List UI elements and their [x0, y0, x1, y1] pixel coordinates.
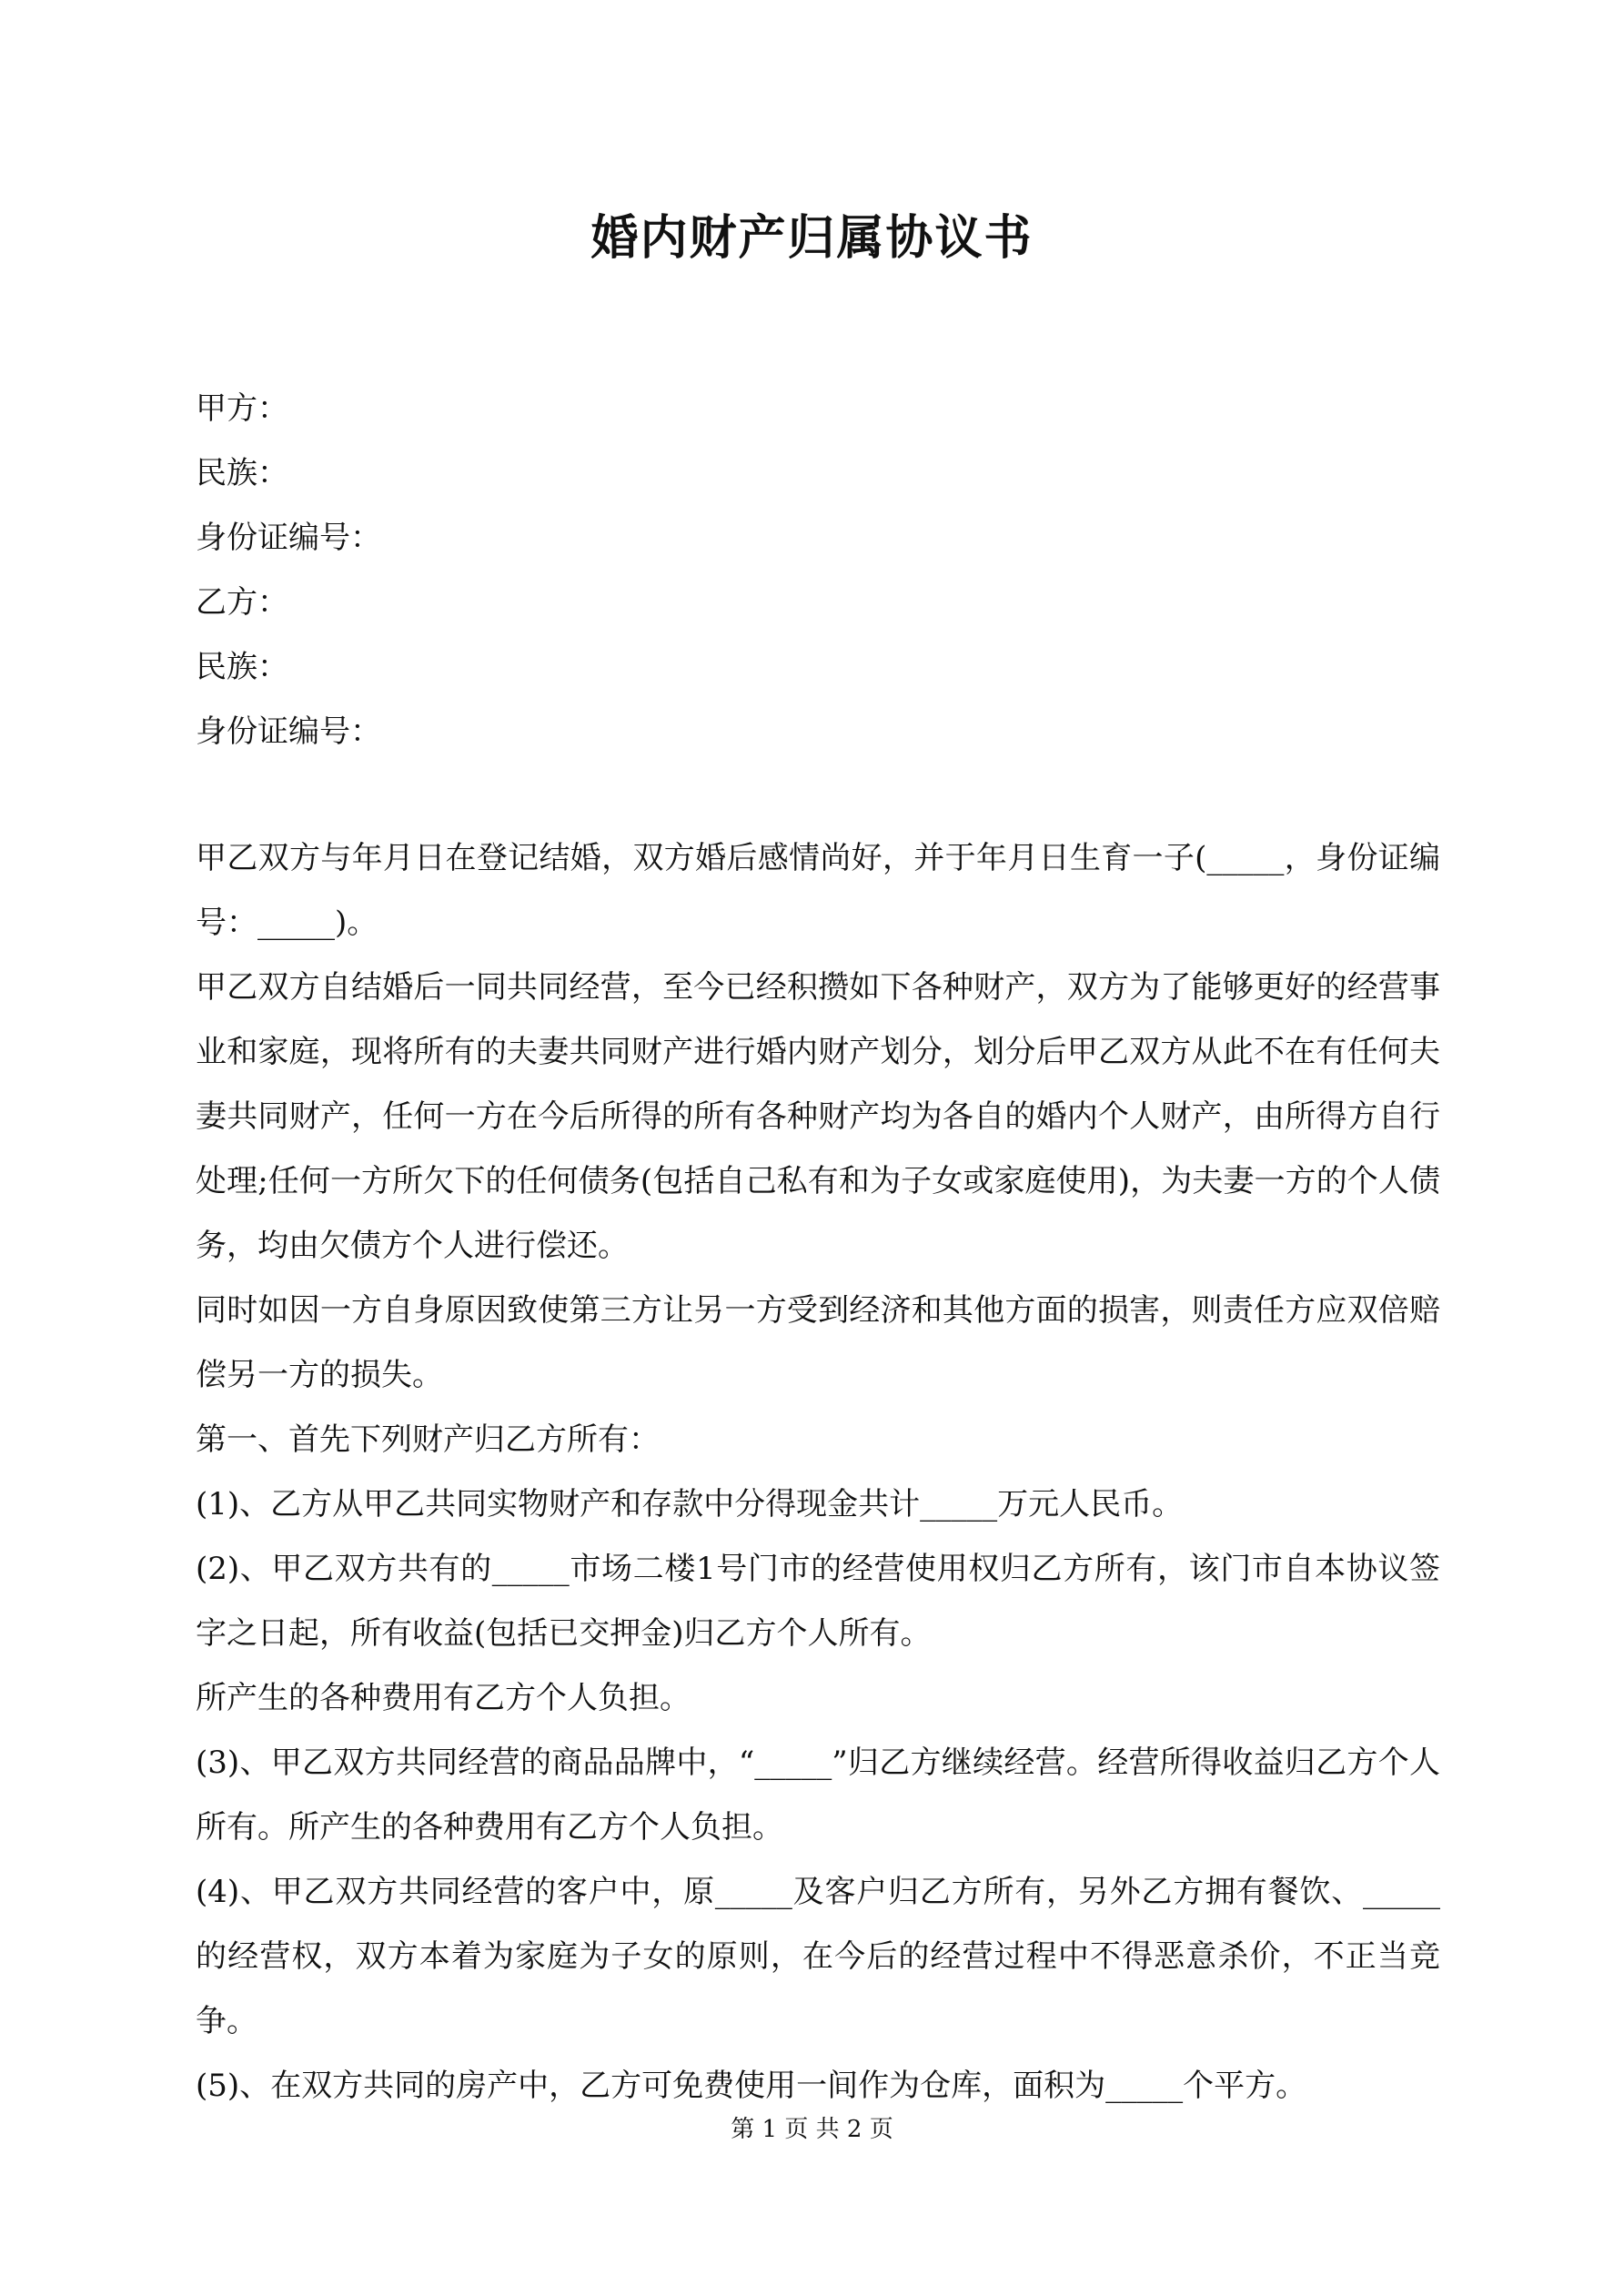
- paragraph-item-4: (4)、甲乙双方共同经营的客户中，原_____及客户归乙方所有，另外乙方拥有餐饮、_____的经营权，双方本着为家庭为子女的原则，在今后的经营过程中不得恶意杀价，不正当竞争。: [196, 1874, 1440, 2039]
- paragraph-property-division: 甲乙双方自结婚后一同共同经营，至今已经积攒如下各种财产，双方为了能够更好的经营事业和家庭，现将所有的夫妻共同财产进行婚内财产划分，划分后甲乙双方从此不在有任何夫妻共同财产，任何一方在今后所得的所有各种财产均为各自的婚内个人财产，由所得方自行处理;任何一方所欠下的任何债务(包括自己私有和为子女或家庭使用)，为夫妻一方的个人债务，均由欠债方个人进行偿还。: [196, 969, 1440, 1264]
- paragraph-item-1: (1)、乙方从甲乙共同实物财产和存款中分得现金共计_____万元人民币。: [196, 1486, 1184, 1522]
- party-a-id-label: 身份证编号：: [196, 520, 381, 556]
- party-b-ethnicity-label: 民族：: [196, 649, 288, 685]
- party-b-label: 乙方：: [196, 584, 288, 621]
- party-a-ethnicity-label: 民族：: [196, 455, 288, 491]
- paragraph-item-5: (5)、在双方共同的房产中，乙方可免费使用一间作为仓库，面积为_____个平方。: [196, 2068, 1307, 2104]
- agreement-body: [196, 826, 1440, 2119]
- paragraph-damage-compensation: 同时如因一方自身原因致使第三方让另一方受到经济和其他方面的损害，则责任方应双倍赔偿另一方的损失。: [196, 1292, 1440, 1393]
- paragraph-marriage-registration: 甲乙双方与年月日在登记结婚，双方婚后感情尚好，并于年月日生育一子(_____，身份证编号：_____)。: [196, 840, 1440, 941]
- paragraph-item-3: (3)、甲乙双方共同经营的商品品牌中，“_____”归乙方继续经营。经营所得收益归乙方个人所有。所产生的各种费用有乙方个人负担。: [196, 1745, 1440, 1846]
- party-info-block: [196, 377, 1451, 764]
- paragraph-item-2-costs: 所产生的各种费用有乙方个人负担。: [196, 1680, 691, 1716]
- page-number-footer: 第 1 页 共 2 页: [731, 2116, 893, 2143]
- party-a-label: 甲方：: [196, 390, 288, 427]
- paragraph-section-one-heading: 第一、首先下列财产归乙方所有：: [196, 1421, 660, 1458]
- document-title: 婚内财产归属协议书: [590, 210, 1034, 266]
- party-b-id-label: 身份证编号：: [196, 713, 381, 750]
- paragraph-item-2: (2)、甲乙双方共有的_____市场二楼1号门市的经营使用权归乙方所有，该门市自本协议签字之日起，所有收益(包括已交押金)归乙方个人所有。: [196, 1551, 1440, 1652]
